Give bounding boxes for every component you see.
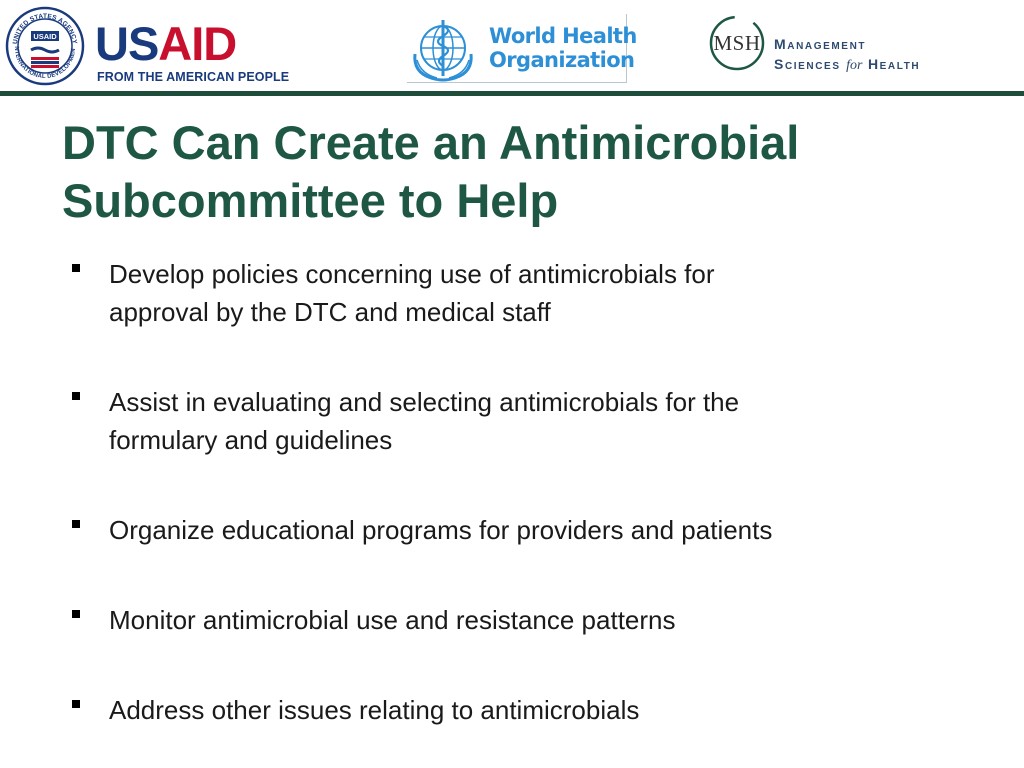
msh-name <box>774 34 920 76</box>
bullet-text <box>109 601 909 639</box>
usaid-wordmark-us: US <box>95 17 159 70</box>
square-bullet-icon <box>72 610 80 618</box>
slide-title-line1: DTC Can Create an Antimicrobial <box>62 116 800 169</box>
msh-name-line1: Management <box>774 36 867 52</box>
usaid-wordmark-aid: AID <box>158 17 237 70</box>
who-name-line2: Organization <box>489 48 635 72</box>
bullet-line: Develop policies concerning use of antimicrobials for <box>109 259 715 289</box>
svg-text:INTERNATIONAL DEVELOPMENT: NTERNATIONAL DEVELOPMEN <box>12 46 78 81</box>
bullet-line: approval by the DTC and medical staff <box>109 297 551 327</box>
bullet-line: Address other issues relating to antimicrobials <box>109 695 640 725</box>
msh-name-line2 <box>774 54 920 76</box>
usaid-logo <box>5 6 290 88</box>
msh-name-health: Health <box>867 56 921 72</box>
square-bullet-icon <box>72 700 80 708</box>
header-divider <box>0 91 1024 96</box>
msh-name-sciences: Sciences <box>774 56 841 72</box>
svg-text:USAID: USAID <box>33 32 57 41</box>
bullet-line: Assist in evaluating and selecting antimicrobials for the <box>109 387 740 417</box>
bullet-line: Monitor antimicrobial use and resistance patterns <box>109 605 676 635</box>
slide-title-line2: Subcommittee to Help <box>62 174 559 227</box>
usaid-seal-icon <box>5 6 85 86</box>
square-bullet-icon <box>72 264 80 272</box>
logo-bar <box>0 0 1024 92</box>
who-name-line1: World Health <box>489 24 637 48</box>
square-bullet-icon <box>72 392 80 400</box>
bullet-line: formulary and guidelines <box>109 425 393 455</box>
square-bullet-icon <box>72 520 80 528</box>
bullet-text <box>109 511 909 549</box>
usaid-tagline: FROM THE AMERICAN PEOPLE <box>97 70 290 84</box>
bullet-line: Organize educational programs for providers and patients <box>109 515 773 545</box>
who-emblem-icon <box>407 14 483 84</box>
msh-name-for: for <box>846 58 863 73</box>
bullet-text <box>109 255 909 331</box>
who-logo <box>407 14 637 84</box>
slide-title <box>62 114 962 230</box>
usaid-wordmark <box>95 17 237 70</box>
msh-logo <box>708 14 978 74</box>
bullet-text <box>109 691 909 729</box>
svg-text:UNITED STATES AGENCY: UNITED STATES AGENCY <box>12 12 78 45</box>
bullet-text <box>109 383 909 459</box>
who-name <box>489 24 637 72</box>
msh-mark-letters: MSH <box>713 31 761 55</box>
